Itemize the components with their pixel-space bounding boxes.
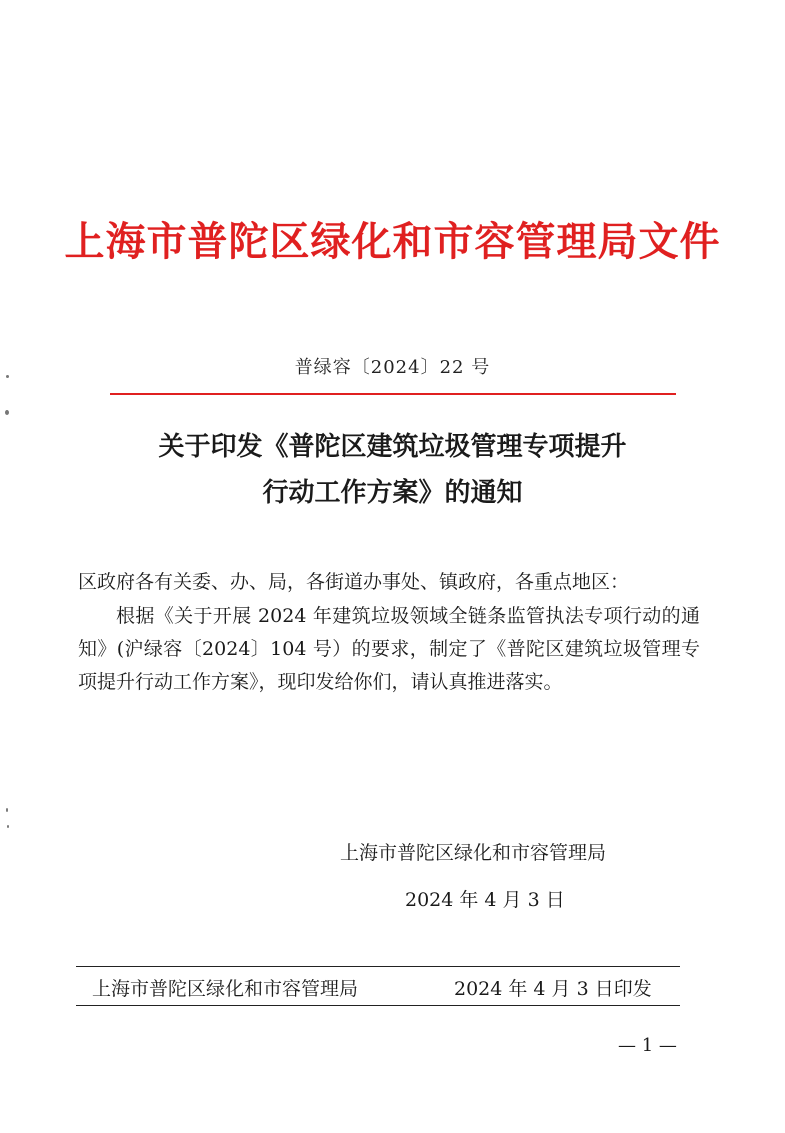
scan-speck [7, 825, 9, 828]
page-number: — 1 — [618, 1035, 677, 1056]
scan-speck [6, 375, 9, 378]
document-number: 普绿容〔2024〕22 号 [294, 357, 491, 378]
footer-organization: 上海市普陀区绿化和市容管理局 [92, 978, 359, 1000]
signature-date: 2024 年 4 月 3 日 [405, 889, 565, 911]
document-title-line-2: 行动工作方案》的通知 [262, 478, 523, 508]
footer-top-rule [76, 966, 680, 967]
footer-print-date: 2024 年 4 月 3 日印发 [454, 978, 652, 1000]
footer-bottom-rule [76, 1005, 680, 1006]
document-title-line-1: 关于印发《普陀区建筑垃圾管理专项提升 [158, 432, 627, 462]
issuer-header-title: 上海市普陀区绿化和市容管理局文件 [64, 218, 721, 265]
signature-organization: 上海市普陀区绿化和市容管理局 [340, 842, 607, 864]
body-paragraph: 根据《关于开展 2024 年建筑垃圾领域全链条监管执法专项行动的通知》(沪绿容〔2024〕104 号）的要求，制定了《普陀区建筑垃圾管理专项提升行动工作方案》，现印发给你们，请认真推进落实。 [78, 605, 700, 693]
scan-speck [5, 410, 9, 415]
salutation: 区政府各有关委、办、局，各街道办事处、镇政府，各重点地区： [78, 571, 630, 593]
red-divider-line [110, 393, 676, 395]
scan-speck [6, 808, 8, 812]
